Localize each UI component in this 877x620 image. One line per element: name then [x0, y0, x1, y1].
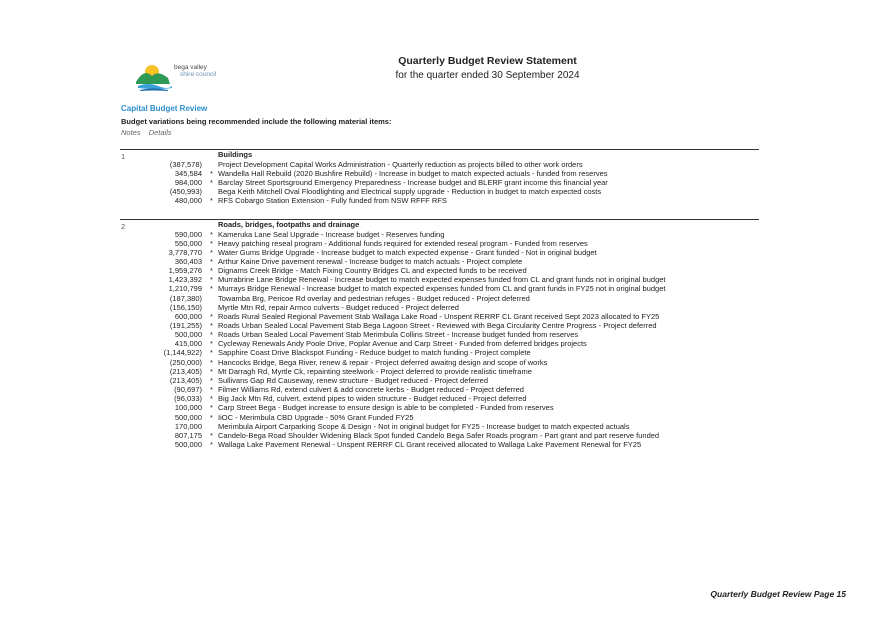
item-amount: (96,033) — [174, 394, 202, 404]
item-marker: * — [210, 439, 213, 449]
item-description: Filmer Williams Rd, extend culvert & add concrete kerbs - Budget reduced - Project deferred — [218, 385, 524, 395]
item-description: Project Development Capital Works Administration - Quarterly reduction as projects billed to other work orders — [218, 159, 583, 169]
budget-item-row — [120, 440, 760, 449]
item-amount: 1,210,799 — [168, 284, 202, 294]
page-title: Quarterly Budget Review Statement — [398, 55, 577, 67]
column-headers — [121, 128, 178, 137]
item-description: Roads Urban Sealed Local Pavement Stab Merimbula Collins Street - Increase budget funded from reserves — [218, 330, 579, 340]
item-description: Murrays Bridge Renewal - Increase budget to match expected expenses funded from CL and grant funds in FY25 not in original budget — [218, 284, 666, 294]
item-marker: * — [210, 311, 213, 321]
item-description: Roads Rural Sealed Regional Pavement Stab Wallaga Lake Road - Unspent RERRF CL Grant received Sept 2023 allocated to FY25 — [218, 311, 660, 321]
budget-item-row — [120, 178, 760, 187]
budget-item-row — [120, 367, 760, 376]
page-footer: Quarterly Budget Review Page 15 — [710, 589, 846, 599]
group-heading: Buildings — [218, 150, 253, 159]
item-description: Hancocks Bridge, Bega River, renew & repair - Project deferred awaitng design and scope of works — [218, 357, 548, 367]
item-amount: (387,578) — [169, 159, 202, 169]
item-description: Cycleway Renewals Andy Poole Drive, Poplar Avenue and Carp Street - Funded from deferred bridges projects — [218, 339, 587, 349]
item-description: Roads Urban Sealed Local Pavement Stab Bega Lagoon Street - Reviewed with Bega Circularity Centre Progress - Project deferred — [218, 321, 657, 330]
item-marker: * — [210, 177, 213, 187]
item-amount: 345,584 — [174, 168, 202, 178]
budget-item-row — [120, 257, 760, 266]
page-subtitle: for the quarter ended 30 September 2024 — [395, 70, 580, 81]
col-notes: Notes — [121, 128, 141, 137]
budget-item-row — [120, 358, 760, 367]
budget-item-row — [120, 294, 760, 303]
item-description: Barclay Street Sportsground Emergency Preparedness - Increase budget and BLERF grant income this financial year — [218, 177, 608, 187]
section-title: Capital Budget Review — [121, 104, 208, 113]
item-amount: 170,000 — [174, 421, 202, 431]
item-marker: * — [210, 330, 213, 340]
budget-item-row — [120, 303, 760, 312]
item-marker: * — [210, 284, 213, 294]
item-amount: 807,175 — [174, 430, 202, 440]
item-amount: (156,150) — [169, 302, 202, 312]
budget-item-row — [120, 160, 760, 169]
budget-item-row — [120, 403, 760, 412]
item-description: Arthur Kaine Drive pavement renewal - Increase budget to match actuals - Project complete — [218, 256, 523, 266]
council-logo-text — [174, 64, 216, 78]
item-marker: * — [210, 339, 213, 349]
budget-item-row — [120, 321, 760, 330]
council-logo-icon — [134, 60, 174, 94]
budget-item-row — [120, 376, 760, 385]
item-amount: (213,405) — [169, 366, 202, 376]
note-number: 1 — [121, 152, 126, 161]
logo-line-1: bega valley — [174, 64, 207, 71]
divider-group-2 — [120, 219, 759, 220]
budget-item-row — [120, 169, 760, 178]
item-description: Mt Darragh Rd, Myrtle Ck, repainting steelwork - Project deferred to provide realistic timeframe — [218, 366, 532, 376]
budget-item-row — [120, 422, 760, 431]
item-amount: (450,993) — [169, 186, 202, 196]
item-description: Heavy patching reseal program - Additional funds required for extended reseal program - Funded from reserves — [218, 238, 588, 248]
item-marker: * — [210, 357, 213, 367]
item-amount: 3,778,770 — [168, 247, 202, 257]
item-amount: 480,000 — [174, 196, 202, 206]
item-description: Big Jack Mtn Rd, culvert, extend pipes to widen structure - Budget reduced - Project deferred — [218, 394, 527, 404]
item-amount: 600,000 — [174, 311, 202, 321]
item-description: Water Gums Bridge Upgrade - Increase budget to match expected expense - Grant funded - Not in original budget — [218, 247, 597, 257]
item-amount: (187,380) — [169, 293, 202, 303]
item-description: Merimbula Airport Carparking Scope & Design - Not in original budget for FY25 - Increase budget to match expected actuals — [218, 421, 630, 431]
item-marker: * — [210, 229, 213, 239]
item-marker: * — [210, 321, 213, 330]
group-heading: Roads, bridges, footpaths and drainage — [218, 220, 360, 229]
item-marker: * — [210, 247, 213, 257]
budget-item-row — [120, 230, 760, 239]
item-marker: * — [210, 348, 213, 358]
item-amount: (1,144,922) — [163, 348, 202, 358]
item-amount: (191,255) — [169, 321, 202, 330]
budget-item-row — [120, 284, 760, 293]
budget-item-row — [120, 394, 760, 403]
item-description: Towamba Brg, Pericoe Rd overlay and pedestrian refuges - Budget reduced - Project deferred — [218, 293, 530, 303]
budget-item-row — [120, 275, 760, 284]
item-amount: 100,000 — [174, 403, 202, 413]
budget-item-row — [120, 339, 760, 348]
item-amount: 550,000 — [174, 238, 202, 248]
council-logo — [134, 60, 234, 96]
budget-item-row — [120, 385, 760, 394]
budget-item-row — [120, 330, 760, 339]
item-description: IiOC - Merimbula CBD Upgrade - 50% Grant Funded FY25 — [218, 412, 414, 422]
budget-item-row — [120, 413, 760, 422]
item-description: Bega Keith Mitchell Oval Floodlighting and Electrical supply upgrade - Reduction in budget to match expected costs — [218, 186, 602, 196]
item-amount: 360,403 — [174, 256, 202, 266]
item-marker: * — [210, 275, 213, 285]
item-amount: (250,000) — [169, 357, 202, 367]
item-amount: (213,405) — [169, 375, 202, 385]
budget-item-row — [120, 187, 760, 196]
budget-item-row — [120, 431, 760, 440]
item-description: Carp Street Bega - Budget increase to ensure design is able to be completed - Funded from reserves — [218, 403, 554, 413]
item-description: RFS Cobargo Station Extension - Fully funded from NSW RFFF RFS — [218, 196, 447, 206]
item-description: Sullivans Gap Rd Causeway, renew structure - Budget reduced - Project deferred — [218, 375, 488, 385]
col-details: Details — [148, 128, 172, 137]
item-description: Wandella Hall Rebuild (2020 Bushfire Rebuild) - Increase in budget to match expected actuals - funded from reserves — [218, 168, 608, 178]
item-amount: 1,959,276 — [168, 266, 202, 276]
budget-item-row — [120, 312, 760, 321]
item-amount: 500,000 — [174, 330, 202, 340]
item-amount: 415,000 — [174, 339, 202, 349]
divider-group-1 — [120, 149, 759, 150]
item-marker: * — [210, 385, 213, 395]
item-marker: * — [210, 168, 213, 178]
item-marker: * — [210, 412, 213, 422]
item-description: Murrabrine Lane Bridge Renewal - Increase budget to match expected expenses funded from CL and grant funds not in original budget — [218, 275, 666, 285]
item-description: Wallaga Lake Pavement Renewal - Unspent RERRF CL Grant received allocated to Wallaga Lake Pavement Renewal for FY25 — [218, 439, 642, 449]
item-marker: * — [210, 430, 213, 440]
item-marker: * — [210, 394, 213, 404]
budget-item-row — [120, 239, 760, 248]
item-marker: * — [210, 196, 213, 206]
item-marker: * — [210, 238, 213, 248]
item-description: Kameruka Lane Seal Upgrade - Increase budget - Reserves funding — [218, 229, 445, 239]
item-marker: * — [210, 266, 213, 276]
budget-item-row — [120, 266, 760, 275]
item-description: Sapphire Coast Drive Blackspot Funding - Reduce budget to match funding - Project complete — [218, 348, 531, 358]
item-amount: 1,423,392 — [168, 275, 202, 285]
budget-item-row — [120, 196, 760, 205]
item-description: Myrtle Mtn Rd, repair Armco culverts - Budget reduced - Project deferred — [218, 302, 459, 312]
note-number: 2 — [121, 222, 126, 231]
budget-item-row — [120, 248, 760, 257]
item-marker: * — [210, 366, 213, 376]
item-amount: 500,000 — [174, 412, 202, 422]
item-amount: 500,000 — [174, 439, 202, 449]
item-marker: * — [210, 375, 213, 385]
item-amount: (90,697) — [174, 385, 202, 395]
item-amount: 984,000 — [174, 177, 202, 187]
logo-line-2: shire council — [180, 71, 217, 78]
item-marker: * — [210, 256, 213, 266]
item-description: Candelo-Bega Road Shoulder Widening Black Spot funded Candelo Bega Safer Roads program - Part grant and part reserve funded — [218, 430, 660, 440]
section-intro: Budget variations being recommended include the following material items: — [121, 117, 392, 126]
item-marker: * — [210, 403, 213, 413]
item-amount: 590,000 — [174, 229, 202, 239]
item-description: Dignams Creek Bridge - Match Fixing Country Bridges CL and expected funds to be received — [218, 266, 527, 276]
budget-item-row — [120, 348, 760, 357]
